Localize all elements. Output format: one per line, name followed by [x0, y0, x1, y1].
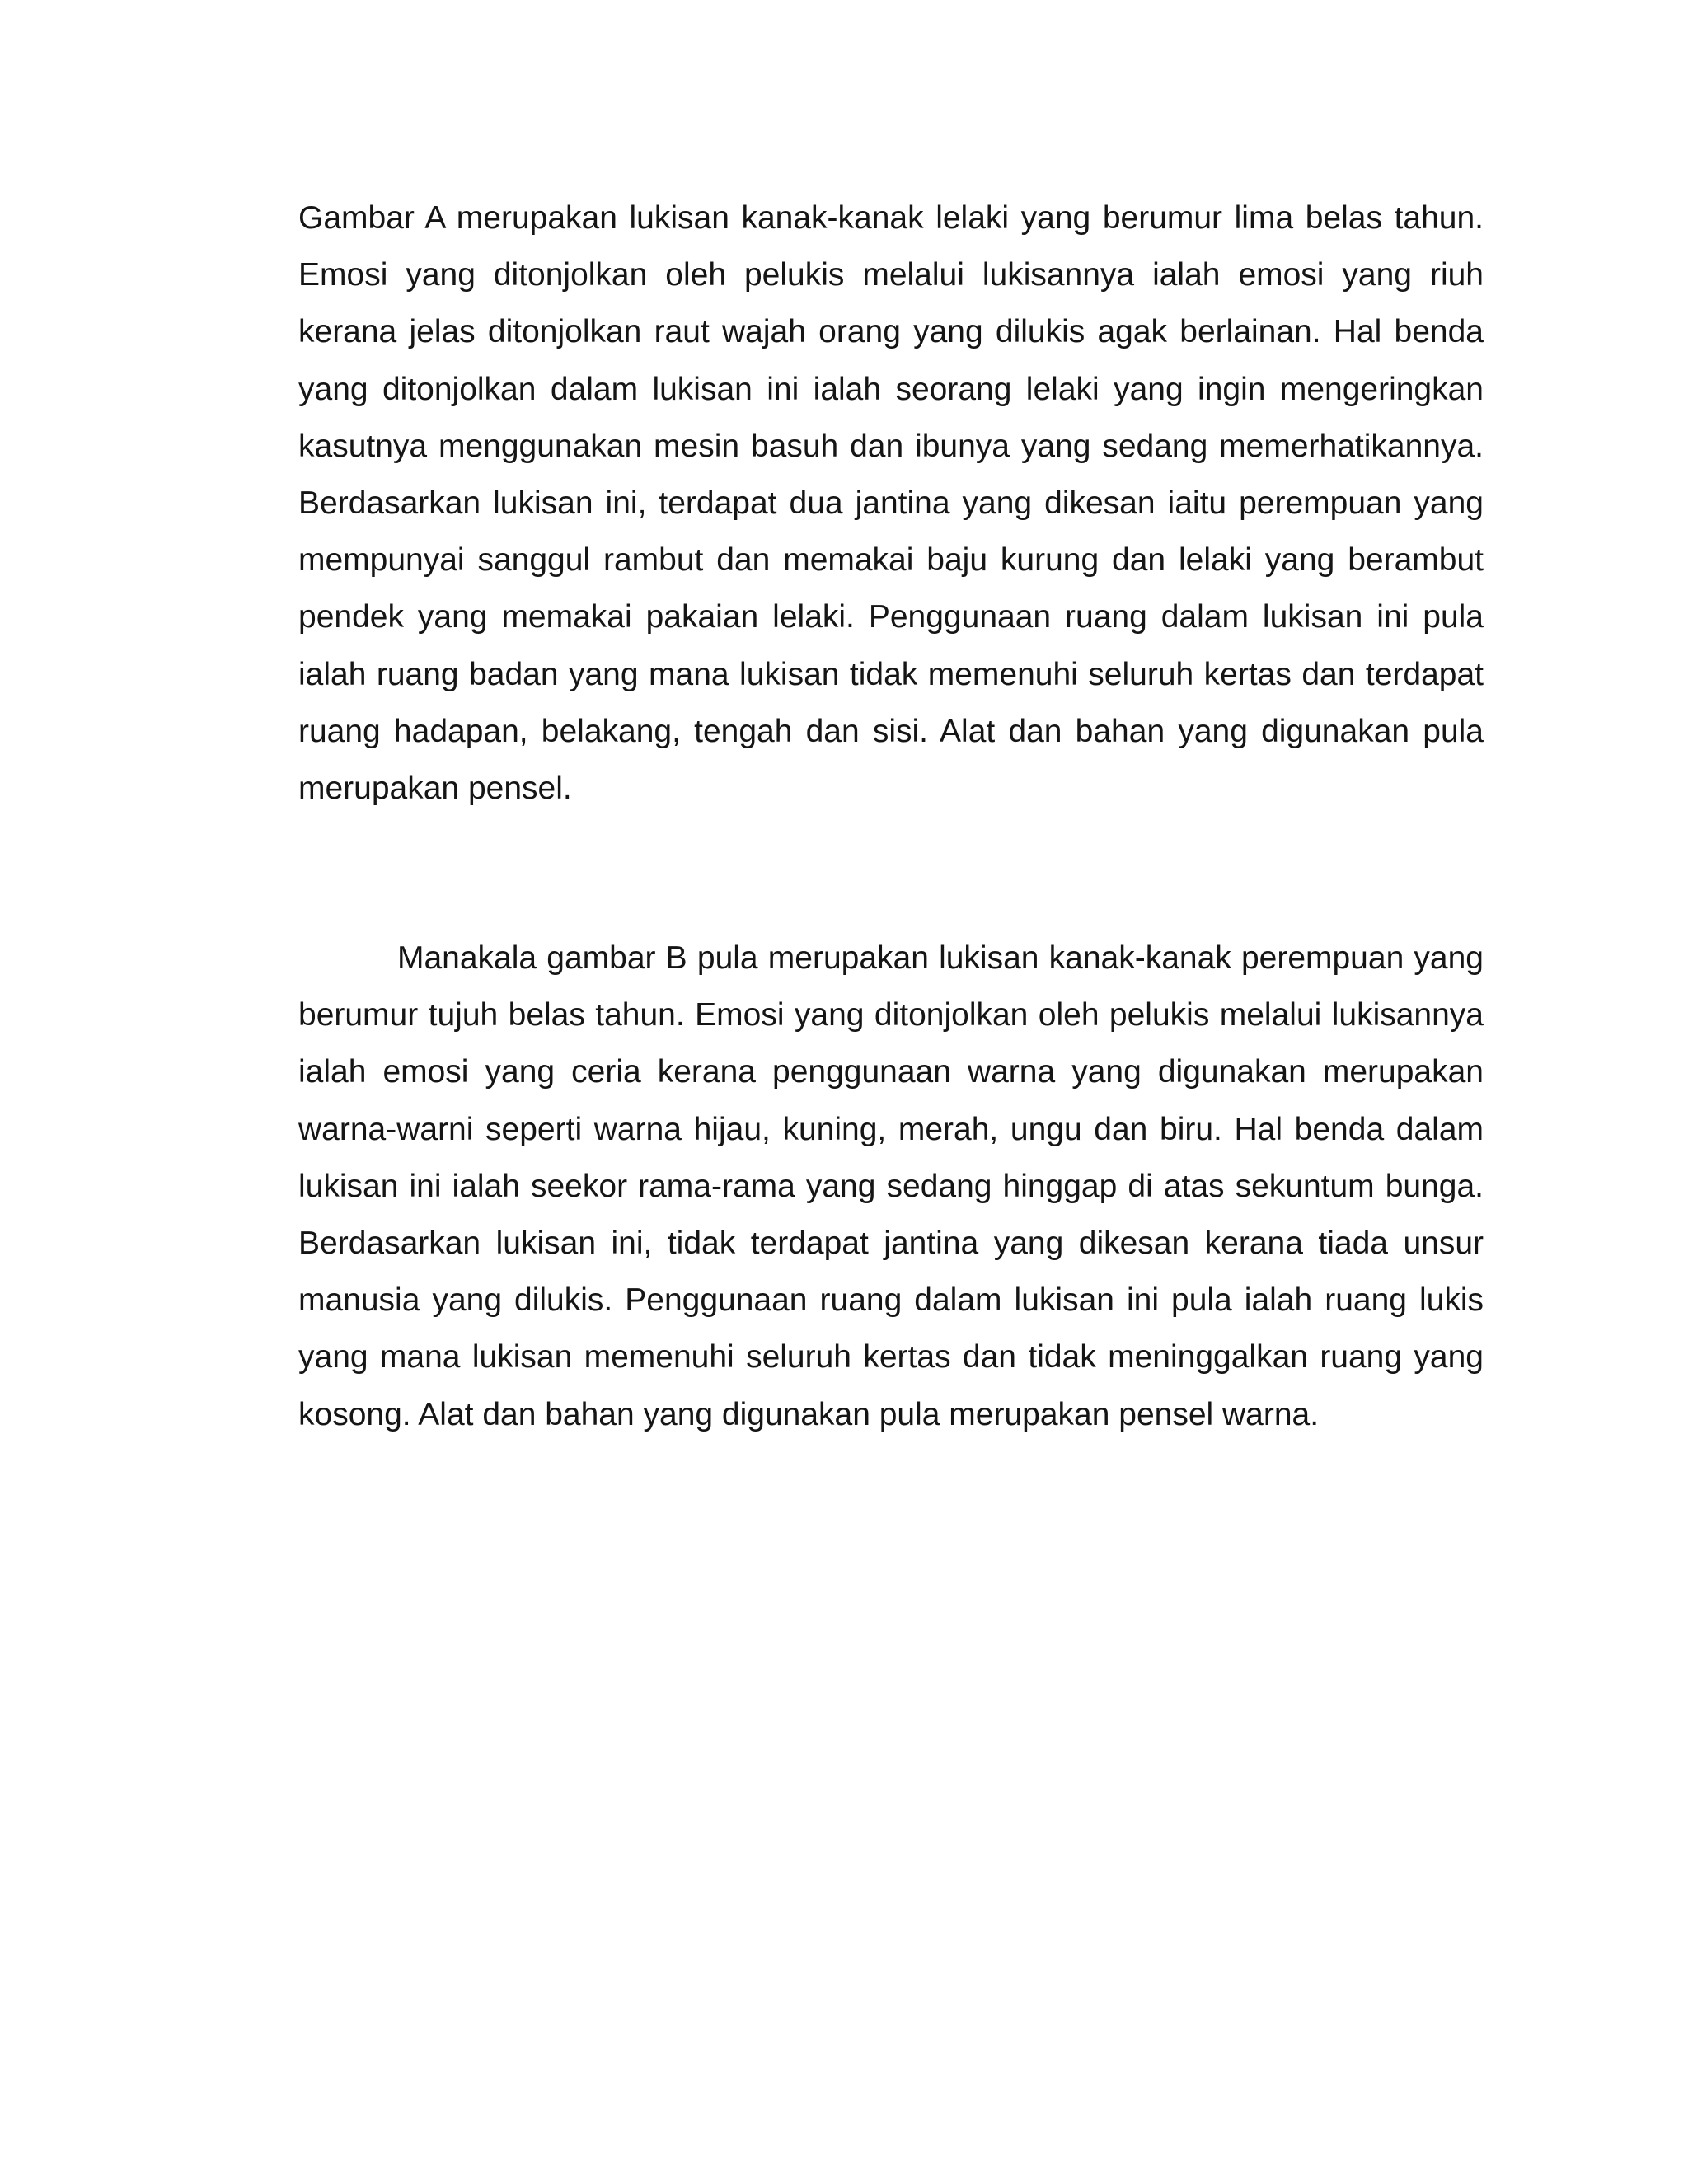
paragraph-gambar-a: Gambar A merupakan lukisan kanak-kanak lelaki yang berumur lima belas tahun. Emosi yang ditonjolkan oleh pelukis melalui lukisannya ialah emosi yang riuh kerana jelas ditonjolkan raut wajah orang yang dilukis agak berlainan. Hal benda yang ditonjolkan dalam lukisan ini ialah seorang lelaki yang ingin mengeringkan kasutnya menggunakan mesin basuh dan ibunya yang sedang memerhatikannya. Berdasarkan lukisan ini, terdapat dua jantina yang dikesan iaitu perempuan yang mempunyai sanggul rambut dan memakai baju kurung dan lelaki yang berambut pendek yang memakai pakaian lelaki. Penggunaan ruang dalam lukisan ini pula ialah ruang badan yang mana lukisan tidak memenuhi seluruh kertas dan terdapat ruang hadapan, belakang, tengah dan sisi. Alat dan bahan yang digunakan pula merupakan pensel. — [298, 200, 1484, 807]
paragraph-gambar-b: Manakala gambar B pula merupakan lukisan kanak-kanak perempuan yang berumur tujuh belas tahun. Emosi yang ditonjolkan oleh pelukis melalui lukisannya ialah emosi yang ceria kerana penggunaan warna yang digunakan merupakan warna-warni seperti warna hijau, kuning, merah, ungu dan biru. Hal benda dalam lukisan ini ialah seekor rama-rama yang sedang hinggap di atas sekuntum bunga. Berdasarkan lukisan ini, tidak terdapat jantina yang dikesan kerana tiada unsur manusia yang dilukis. Penggunaan ruang dalam lukisan ini pula ialah ruang lukis yang mana lukisan memenuhi seluruh kertas dan tidak meninggalkan ruang yang kosong. Alat dan bahan yang digunakan pula merupakan pensel warna. — [298, 940, 1484, 1432]
